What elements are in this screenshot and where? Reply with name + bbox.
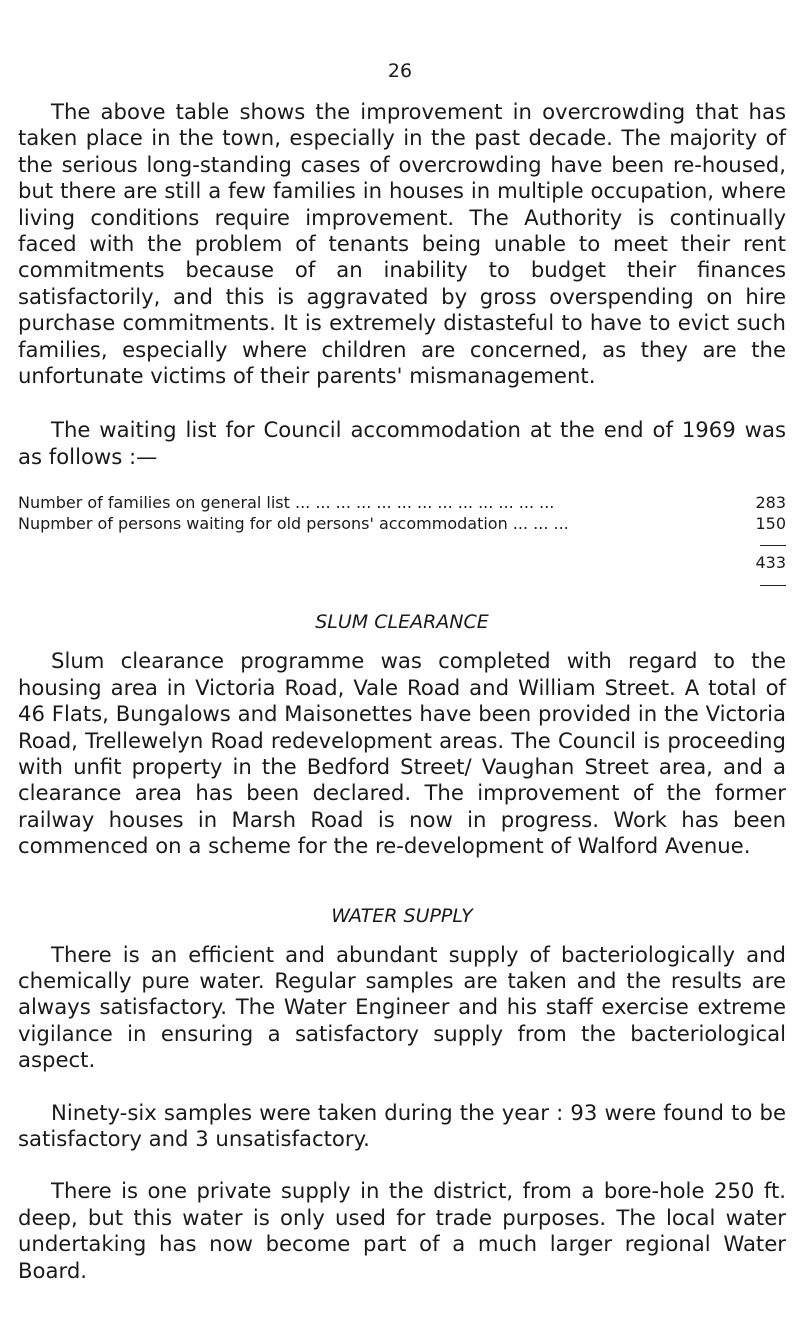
page-number-text: 26 (387, 60, 413, 82)
total-rule-top (760, 545, 786, 546)
paragraph-private-supply: There is one private supply in the district, from a bore-hole 250 ft. deep, but this water is only used for trade purposes. The local water undertaking has now become part of a much larger regional Water Board. (18, 1178, 786, 1283)
total-rule-bottom (760, 585, 786, 586)
list-item (18, 492, 786, 513)
paragraph-water-quality: There is an efficient and abundant supply of bacteriologically and chemically pure water. Regular samples are taken and the results are always satisfactory. The Water Engineer and his staff exercise extreme vigilance in ensuring a satisfactory supply from the bacteriological aspect. (18, 941, 786, 1073)
waiting-list-total-block (18, 534, 786, 608)
paragraph-overcrowding: The above table shows the improvement in overcrowding that has taken place in the town, especially in the past decade. The majority of the serious long-standing cases of overcrowding have been re-housed, but there are still a few families in houses in multiple occupation, where living conditions require improvement. The Authority is continually faced with the problem of tenants being unable to meet their rent commitments because of an inability to budget their finances satisfactorily, and this is aggravated by gross overspending on hire purchase commitments. It is extremely distasteful to have to evict such families, especially where children are concerned, as they are the unfortunate victims of their parents' mismanagement. (18, 99, 786, 389)
list-item-value: 150 (755, 514, 786, 534)
waiting-list-total: 433 (755, 553, 786, 573)
list-item (18, 513, 786, 534)
paragraph-slum-clearance: Slum clearance programme was completed with regard to the housing area in Victoria Road, Vale Road and William Street. A total of 46 Flats, Bungalows and Maisonettes have been provided in the Victoria Road, Trellewelyn Road redevelopment areas. The Council is proceeding with unfit property in the Bedford Street/ Vaughan Street area, and a clearance area has been declared. The improvement of the former railway houses in Marsh Road is now in progress. Work has been commenced on a scheme for the re-development of Walford Avenue. (18, 648, 786, 859)
page-number (0, 62, 800, 81)
paragraph-waiting-list-intro: The waiting list for Council accommodation at the end of 1969 was as follows :— (18, 417, 786, 469)
document-body (18, 99, 786, 1284)
section-heading-slum-clearance: SLUM CLEARANCE (315, 611, 489, 634)
list-item-value: 283 (755, 493, 786, 513)
section-heading-water-supply: WATER SUPPLY (331, 904, 473, 927)
list-item-label: Nupmber of persons waiting for old persons' accommodation ... ... ... (18, 514, 569, 534)
waiting-list (18, 492, 786, 608)
paragraph-water-samples: Ninety-six samples were taken during the year : 93 were found to be satisfactory and 3 unsatisfactory. (18, 1099, 786, 1151)
list-item-label: Number of families on general list ... ... ... ... ... ... ... ... ... ... ... ... ... (18, 493, 555, 513)
